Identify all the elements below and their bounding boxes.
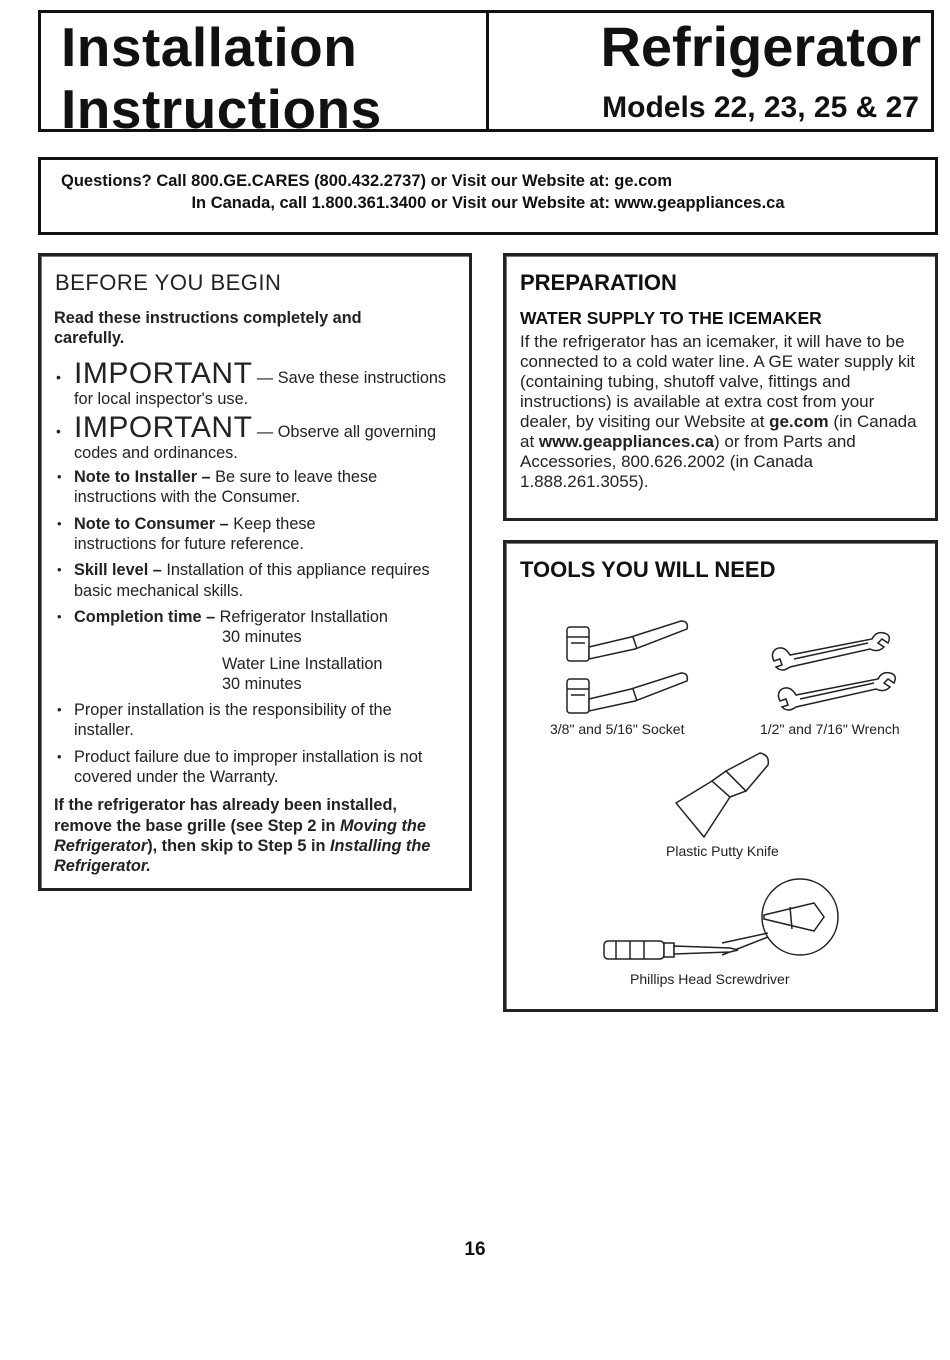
- list-item-text: Be sure to leave these instructions with the Consumer.: [74, 468, 378, 507]
- important-item-2: [54, 410, 454, 463]
- bullet-dot-icon: •: [56, 368, 61, 385]
- preparation-body: [520, 332, 930, 492]
- header-title-line2: Instructions: [61, 78, 382, 140]
- before-lead: Read these instructions completely and carefully.: [54, 309, 362, 348]
- ge-website: ge.com: [769, 412, 829, 431]
- prep-text-e: ) or from Parts and Accessories, 800.626.2002 (in Canada 1.888.261.3055).: [520, 432, 856, 491]
- screwdriver-icon: [602, 873, 842, 973]
- list-item-label: Skill level –: [74, 561, 167, 580]
- list-item-text: Refrigerator Installation: [219, 607, 388, 626]
- preparation-subtitle: WATER SUPPLY TO THE ICEMAKER: [520, 308, 822, 328]
- list-item-text: Keep these instructions for future reference.: [74, 514, 316, 554]
- list-item-text: Product failure due to improper installation is not covered under the Warranty.: [74, 747, 423, 787]
- before-content: [54, 308, 454, 877]
- product-name: Refrigerator: [600, 15, 921, 78]
- contact-box: [38, 157, 938, 235]
- socket-icon: [561, 613, 701, 723]
- already-installed-note: [54, 795, 454, 876]
- wrench-label: 1/2" and 7/16" Wrench: [760, 721, 900, 737]
- contact-line-us: Questions? Call 800.GE.CARES (800.432.2737) or Visit our Website at: ge.com: [61, 172, 673, 190]
- tools-title: TOOLS YOU WILL NEED: [520, 557, 776, 582]
- putty-knife-label: Plastic Putty Knife: [666, 843, 779, 859]
- putty-knife-icon: [674, 755, 784, 845]
- note-ref-moving: Moving the Refrigerator: [54, 816, 426, 855]
- screwdriver-label: Phillips Head Screwdriver: [630, 971, 790, 987]
- important-text: — Observe all governing codes and ordinances.: [74, 422, 437, 462]
- list-item-label: Note to Installer –: [74, 468, 216, 487]
- note-text-a: If the refrigerator has already been installed, remove the base grille (see Step 2 in: [54, 796, 397, 835]
- note-text-c: ), then skip to Step 5 in: [147, 836, 330, 855]
- socket-label: 3/8" and 5/16" Socket: [550, 721, 685, 737]
- bullet-dot-icon: •: [56, 422, 61, 439]
- completion-label-2: Water Line Installation: [222, 654, 383, 673]
- list-item: [54, 514, 374, 555]
- list-item-label: Note to Consumer –: [74, 514, 234, 533]
- list-item-text: Proper installation is the responsibility of the installer.: [74, 701, 392, 740]
- completion-time-1: 30 minutes: [222, 628, 302, 647]
- list-item-label: Completion time –: [74, 607, 220, 626]
- prep-text-a: If the refrigerator has an icemaker, it will have to be connected to a cold water line. A GE water supply kit (containing tubing, shutoff valve, fittings and instructions) is available at extra cost from your dealer, by visiting our Website at: [520, 332, 915, 431]
- canada-website: www.geappliances.ca: [538, 432, 715, 451]
- contact-line-canada: In Canada, call 1.800.361.3400 or Visit our Website at: www.geappliances.ca: [191, 194, 785, 212]
- document-header: [38, 10, 934, 140]
- preparation-title: PREPARATION: [520, 270, 677, 295]
- preparation-panel: [503, 253, 938, 521]
- prep-text-c: (in Canada at: [520, 412, 917, 451]
- important-word: IMPORTANT: [74, 356, 253, 390]
- before-title: BEFORE YOU BEGIN: [55, 270, 282, 295]
- important-item-1: [54, 356, 454, 409]
- header-title-line1: Installation: [61, 16, 358, 78]
- important-word: IMPORTANT: [74, 410, 253, 444]
- list-item: [54, 747, 454, 788]
- list-item: [54, 467, 454, 508]
- important-text: — Save these instructions for local inspector's use.: [74, 368, 447, 408]
- tools-panel: [503, 540, 938, 1012]
- completion-time-2: 30 minutes: [222, 674, 302, 693]
- model-numbers: Models 22, 23, 25 & 27: [602, 91, 919, 124]
- list-item-text: Installation of this appliance requires basic mechanical skills.: [74, 561, 430, 600]
- list-item: [54, 607, 454, 627]
- page-number: 16: [464, 1239, 486, 1260]
- header-left-cell: [41, 13, 489, 140]
- list-item: [54, 700, 444, 741]
- before-you-begin-panel: [38, 253, 472, 891]
- wrench-icon: [768, 635, 898, 713]
- note-ref-installing: Installing the Refrigerator.: [54, 836, 431, 876]
- list-item: [54, 560, 444, 601]
